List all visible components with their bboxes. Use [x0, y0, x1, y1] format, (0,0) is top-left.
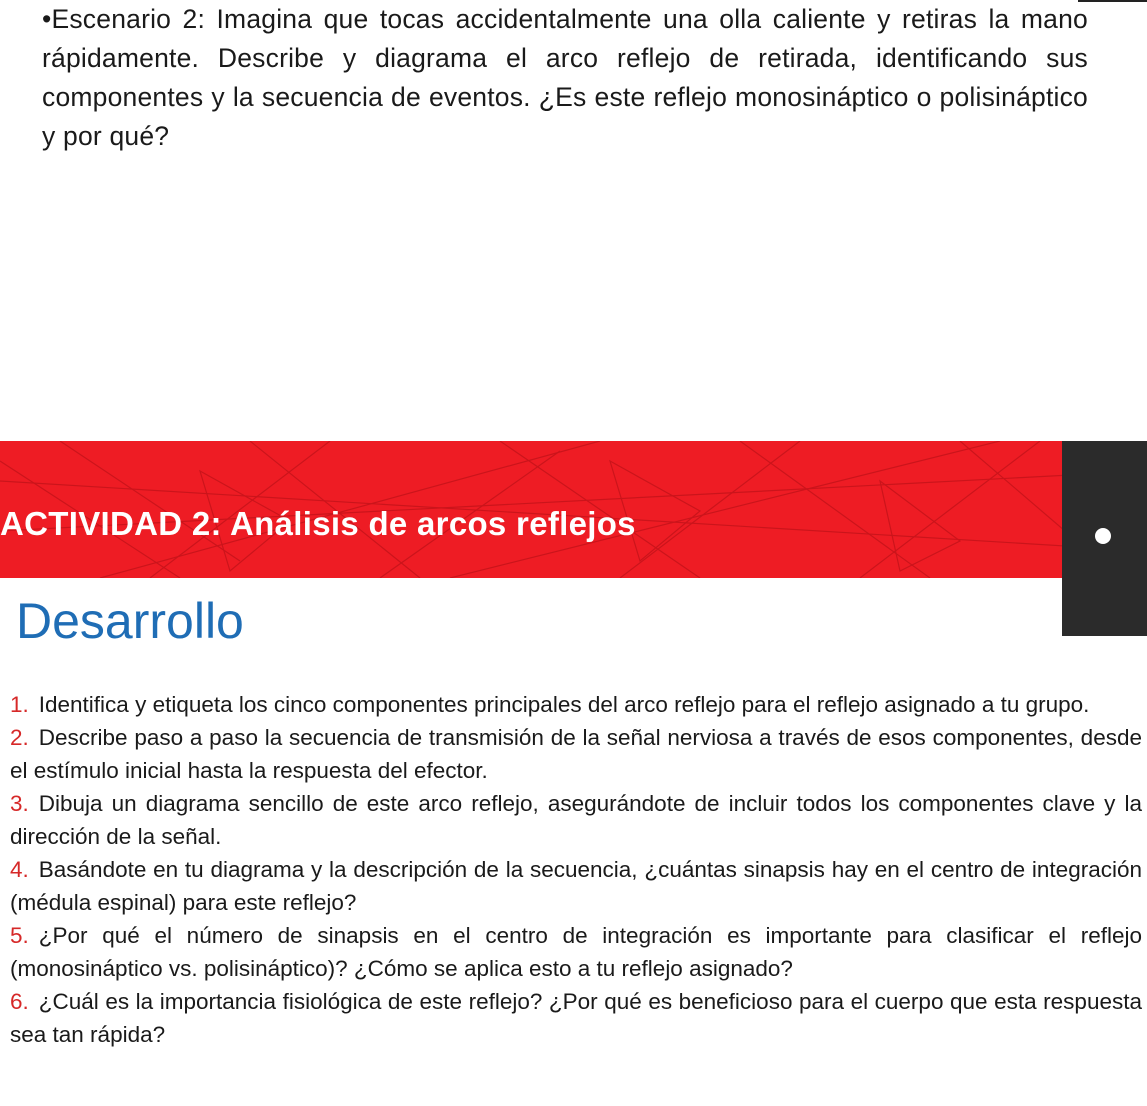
list-text: Dibuja un diagrama sencillo de este arco reflejo, asegurándote de incluir todos los componentes clave y la dirección de la señal.	[10, 791, 1142, 849]
list-item	[10, 721, 1142, 787]
list-number: 1.	[10, 692, 29, 717]
list-item	[10, 787, 1142, 853]
list-number: 2.	[10, 725, 29, 750]
list-text: Describe paso a paso la secuencia de transmisión de la señal nerviosa a través de esos componentes, desde el estímulo inicial hasta la respuesta del efector.	[10, 725, 1142, 783]
side-dot-icon	[1095, 528, 1111, 544]
list-text: ¿Cuál es la importancia fisiológica de este reflejo? ¿Por qué es beneficioso para el cuerpo que esta respuesta sea tan rápida?	[10, 989, 1142, 1047]
list-number: 3.	[10, 791, 29, 816]
list-text: Basándote en tu diagrama y la descripción de la secuencia, ¿cuántas sinapsis hay en el centro de integración (médula espinal) para este reflejo?	[10, 857, 1142, 915]
list-number: 5.	[10, 923, 29, 948]
top-rule	[1078, 0, 1147, 2]
list-text: ¿Por qué el número de sinapsis en el centro de integración es importante para clasificar el reflejo (monosináptico vs. polisináptico)? ¿Cómo se aplica esto a tu reflejo asignado?	[10, 923, 1142, 981]
section-title: Desarrollo	[16, 593, 244, 649]
scenario-paragraph: •Escenario 2: Imagina que tocas accidentalmente una olla caliente y retiras la mano rápidamente. Describe y diagrama el arco reflejo de retirada, identificando sus componentes y la secuencia de eventos. ¿Es este reflejo monosináptico o polisináptico y por qué?	[42, 4, 1088, 151]
list-item	[10, 688, 1142, 721]
list-item	[10, 853, 1142, 919]
list-text: Identifica y etiqueta los cinco componentes principales del arco reflejo para el reflejo asignado a tu grupo.	[38, 692, 1090, 717]
question-list	[10, 688, 1142, 1051]
list-number: 6.	[10, 989, 29, 1014]
list-item	[10, 985, 1142, 1051]
list-item	[10, 919, 1142, 985]
banner-title: ACTIVIDAD 2: Análisis de arcos reflejos	[0, 505, 636, 542]
list-number: 4.	[10, 857, 29, 882]
